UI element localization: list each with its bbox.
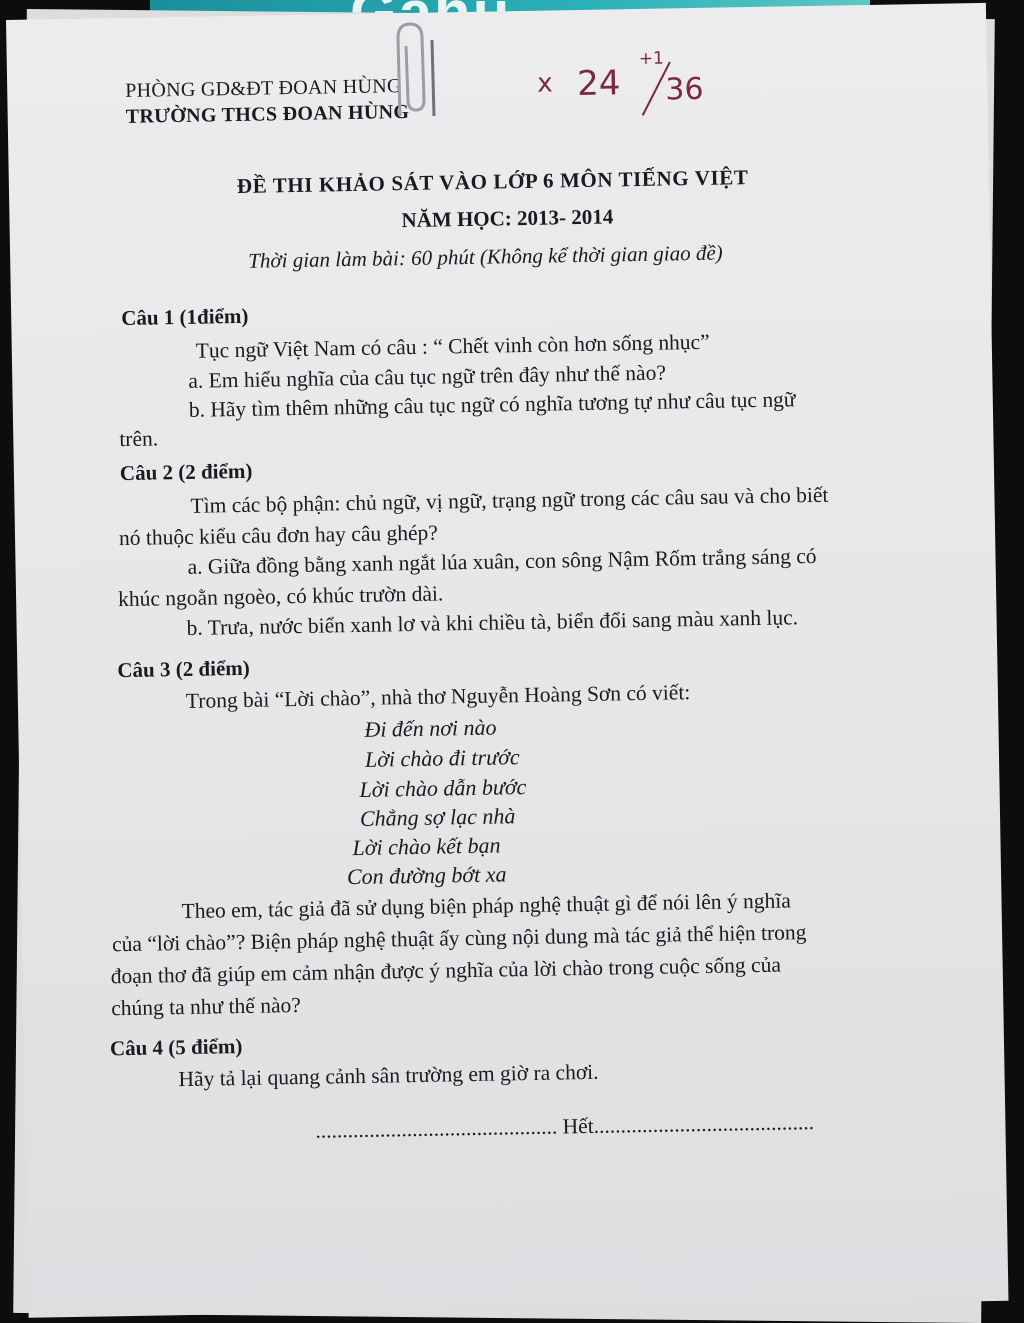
poem-line-3: Lời chào dẫn bước	[359, 774, 527, 802]
school-name: TRƯỜNG THCS ĐOAN HÙNG	[125, 100, 410, 128]
poem-line-6: Con đường bớt xa	[346, 861, 507, 890]
q3-body-1: Theo em, tác giả đã sử dụng biện pháp nghệ thuật gì để nói lên ý nghĩa	[181, 888, 792, 924]
q1-part-b-cont: trên.	[119, 426, 159, 452]
grade-total: 36	[665, 71, 704, 108]
poem-line-5: Lời chào kết bạn	[352, 832, 501, 861]
paper-clip-icon	[392, 20, 440, 120]
school-year: NĂM HỌC: 2013- 2014	[401, 204, 614, 233]
q3-intro: Trong bài “Lời chào”, nhà thơ Nguyễn Hoàng Sơn có viết:	[185, 680, 691, 713]
q3-body-4: chúng ta như thế nào?	[111, 993, 302, 1021]
grade-bonus: +1	[638, 48, 665, 69]
poem-line-2: Lời chào đi trước	[364, 744, 520, 772]
q1-intro: Tục ngữ Việt Nam có câu : “ Chết vinh còn hơn sống nhục”	[195, 329, 710, 363]
q2-intro-cont: nó thuộc kiểu câu đơn hay câu ghép?	[118, 520, 439, 551]
poem-line-1: Đi đến nơi nào	[364, 714, 497, 742]
q3-body-3: đoạn thơ đã giúp em cảm nhận được ý nghĩa của lời chào trong cuộc sống của	[110, 952, 782, 989]
end-marker: ............................................. Hết.........................................	[315, 1110, 815, 1143]
department-name: PHÒNG GD&ĐT ĐOAN HÙNG	[125, 75, 402, 102]
q3-body-2: của “lời chào”? Biện pháp nghệ thuật ấy cùng nội dung mà tác giả thể hiện trong	[111, 920, 807, 957]
q1-heading: Câu 1 (1điểm)	[121, 303, 249, 331]
q2-part-a-cont: khúc ngoằn ngoèo, có khúc trườn dài.	[117, 581, 444, 612]
exam-duration: Thời gian làm bài: 60 phút (Không kể thời gian giao đề)	[248, 240, 723, 273]
q4-prompt: Hãy tả lại quang cảnh sân trường em giờ ra chơi.	[178, 1059, 599, 1092]
poem-line-4: Chẳng sợ lạc nhà	[359, 803, 516, 831]
q4-heading: Câu 4 (5 điểm)	[109, 1034, 243, 1061]
q3-heading: Câu 3 (2 điểm)	[117, 655, 250, 683]
grade-score: 24	[576, 63, 621, 105]
exam-title: ĐỀ THI KHẢO SÁT VÀO LỚP 6 MÔN TIẾNG VIỆT	[236, 165, 749, 198]
grade-mark: x	[536, 68, 553, 99]
q2-heading: Câu 2 (2 điểm)	[119, 458, 253, 486]
q2-intro: Tìm các bộ phận: chủ ngữ, vị ngữ, trạng ngữ trong các câu sau và cho biết	[190, 482, 829, 518]
q1-part-b: b. Hãy tìm thêm những câu tục ngữ có nghĩa tương tự như câu tục ngữ	[188, 387, 796, 422]
q1-part-a: a. Em hiểu nghĩa của câu tục ngữ trên đây như thế nào?	[188, 360, 667, 393]
q2-part-b: b. Trưa, nước biển xanh lơ và khi chiều tà, biển đổi sang màu xanh lục.	[186, 605, 799, 640]
exam-paper	[6, 3, 1009, 1318]
q2-part-a: a. Giữa đồng bằng xanh ngắt lúa xuân, con sông Nậm Rốm trắng sáng có	[187, 543, 817, 579]
